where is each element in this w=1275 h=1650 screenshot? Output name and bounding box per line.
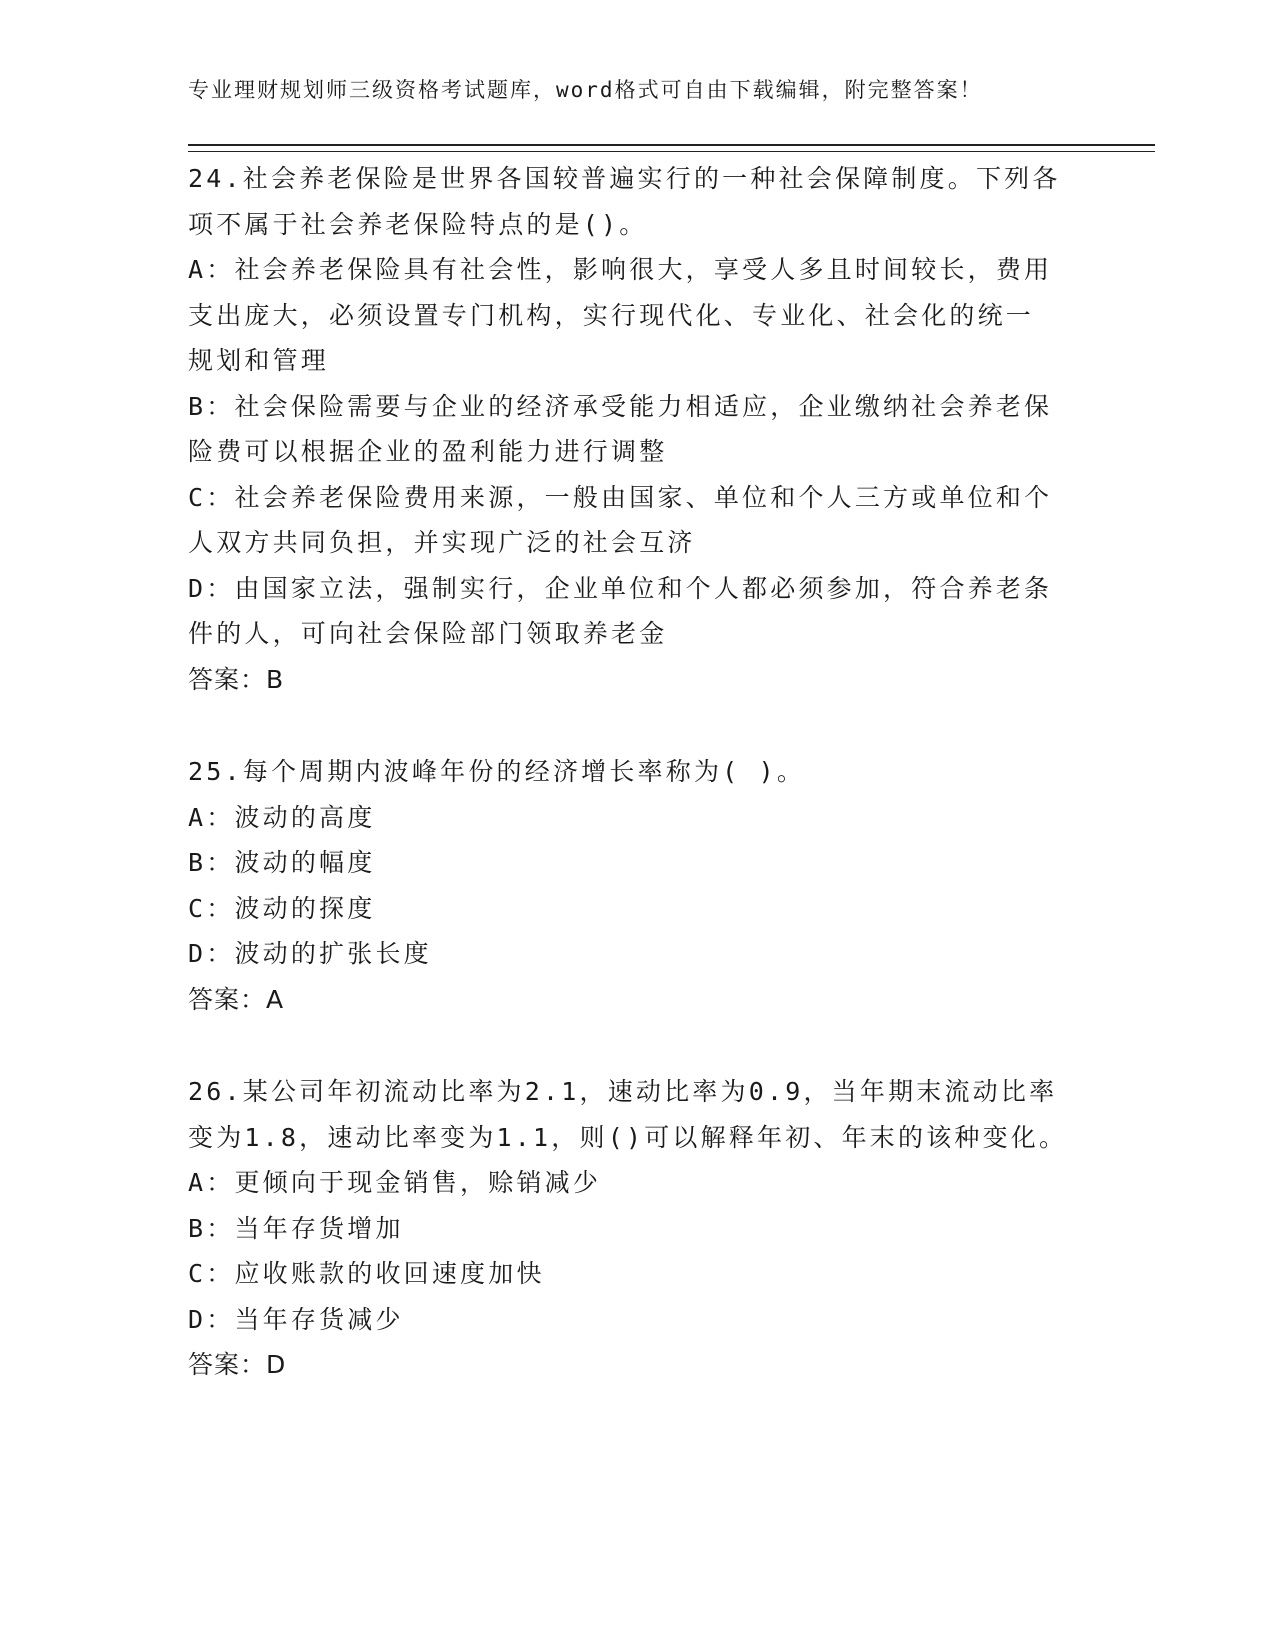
option-d [188,566,1068,657]
option-a: A：波动的高度 [188,802,376,832]
option-line: 规划和管理 [188,346,330,375]
question-stem-line: 26.某公司年初流动比率为2.1，速动比率为0.9，当年期末流动比率 [188,1077,1058,1106]
option-c: C：波动的探度 [188,893,376,923]
answer-line: 答案：B [188,664,285,694]
answer-line: 答案：D [188,1350,287,1379]
option-d: D：波动的扩张长度 [188,939,432,968]
option-b [188,384,1068,475]
option-a [188,247,1068,384]
option-line: 人双方共同负担，并实现广泛的社会互济 [188,528,696,557]
option-line: A：社会养老保险具有社会性，影响很大，享受人多且时间较长，费用 [188,255,1053,284]
document-header: 专业理财规划师三级资格考试题库，word格式可自由下载编辑，附完整答案！ [188,78,983,102]
option-a: A：更倾向于现金销售，赊销减少 [188,1168,602,1197]
question-stem-line: 24.社会养老保险是世界各国较普遍实行的一种社会保障制度。下列各 [188,164,1061,193]
question-stem-line: 变为1.8，速动比率变为1.1，则()可以解释年初、年末的该种变化。 [188,1122,1068,1152]
option-b: B：当年存货增加 [188,1213,404,1243]
header-rule-thick [188,144,1155,146]
option-c: C：应收账款的收回速度加快 [188,1259,545,1288]
question-stem-line: 25.每个周期内波峰年份的经济增长率称为( )。 [188,757,806,786]
answer-line: 答案：A [188,984,285,1014]
header-rule-thin [188,151,1155,152]
question-list [188,156,1068,1388]
option-line: D：由国家立法，强制实行，企业单位和个人都必须参加，符合养老条 [188,573,1053,603]
option-line: C：社会养老保险费用来源，一般由国家、单位和个人三方或单位和个 [188,482,1053,512]
question-24 [188,156,1068,702]
option-line: B：社会保险需要与企业的经济承受能力相适应，企业缴纳社会养老保 [188,391,1053,421]
option-c [188,475,1068,566]
question-26 [188,1069,1068,1388]
question-spacer [188,702,1068,749]
option-line: 险费可以根据企业的盈利能力进行调整 [188,437,668,466]
option-line: 支出庞大，必须设置专门机构，实行现代化、专业化、社会化的统一 [188,300,1035,330]
question-stem-line: 项不属于社会养老保险特点的是()。 [188,209,648,239]
question-spacer [188,1022,1068,1069]
question-25 [188,749,1068,1022]
option-b: B：波动的幅度 [188,848,376,877]
option-line: 件的人，可向社会保险部门领取养老金 [188,619,668,648]
option-d: D：当年存货减少 [188,1304,404,1334]
